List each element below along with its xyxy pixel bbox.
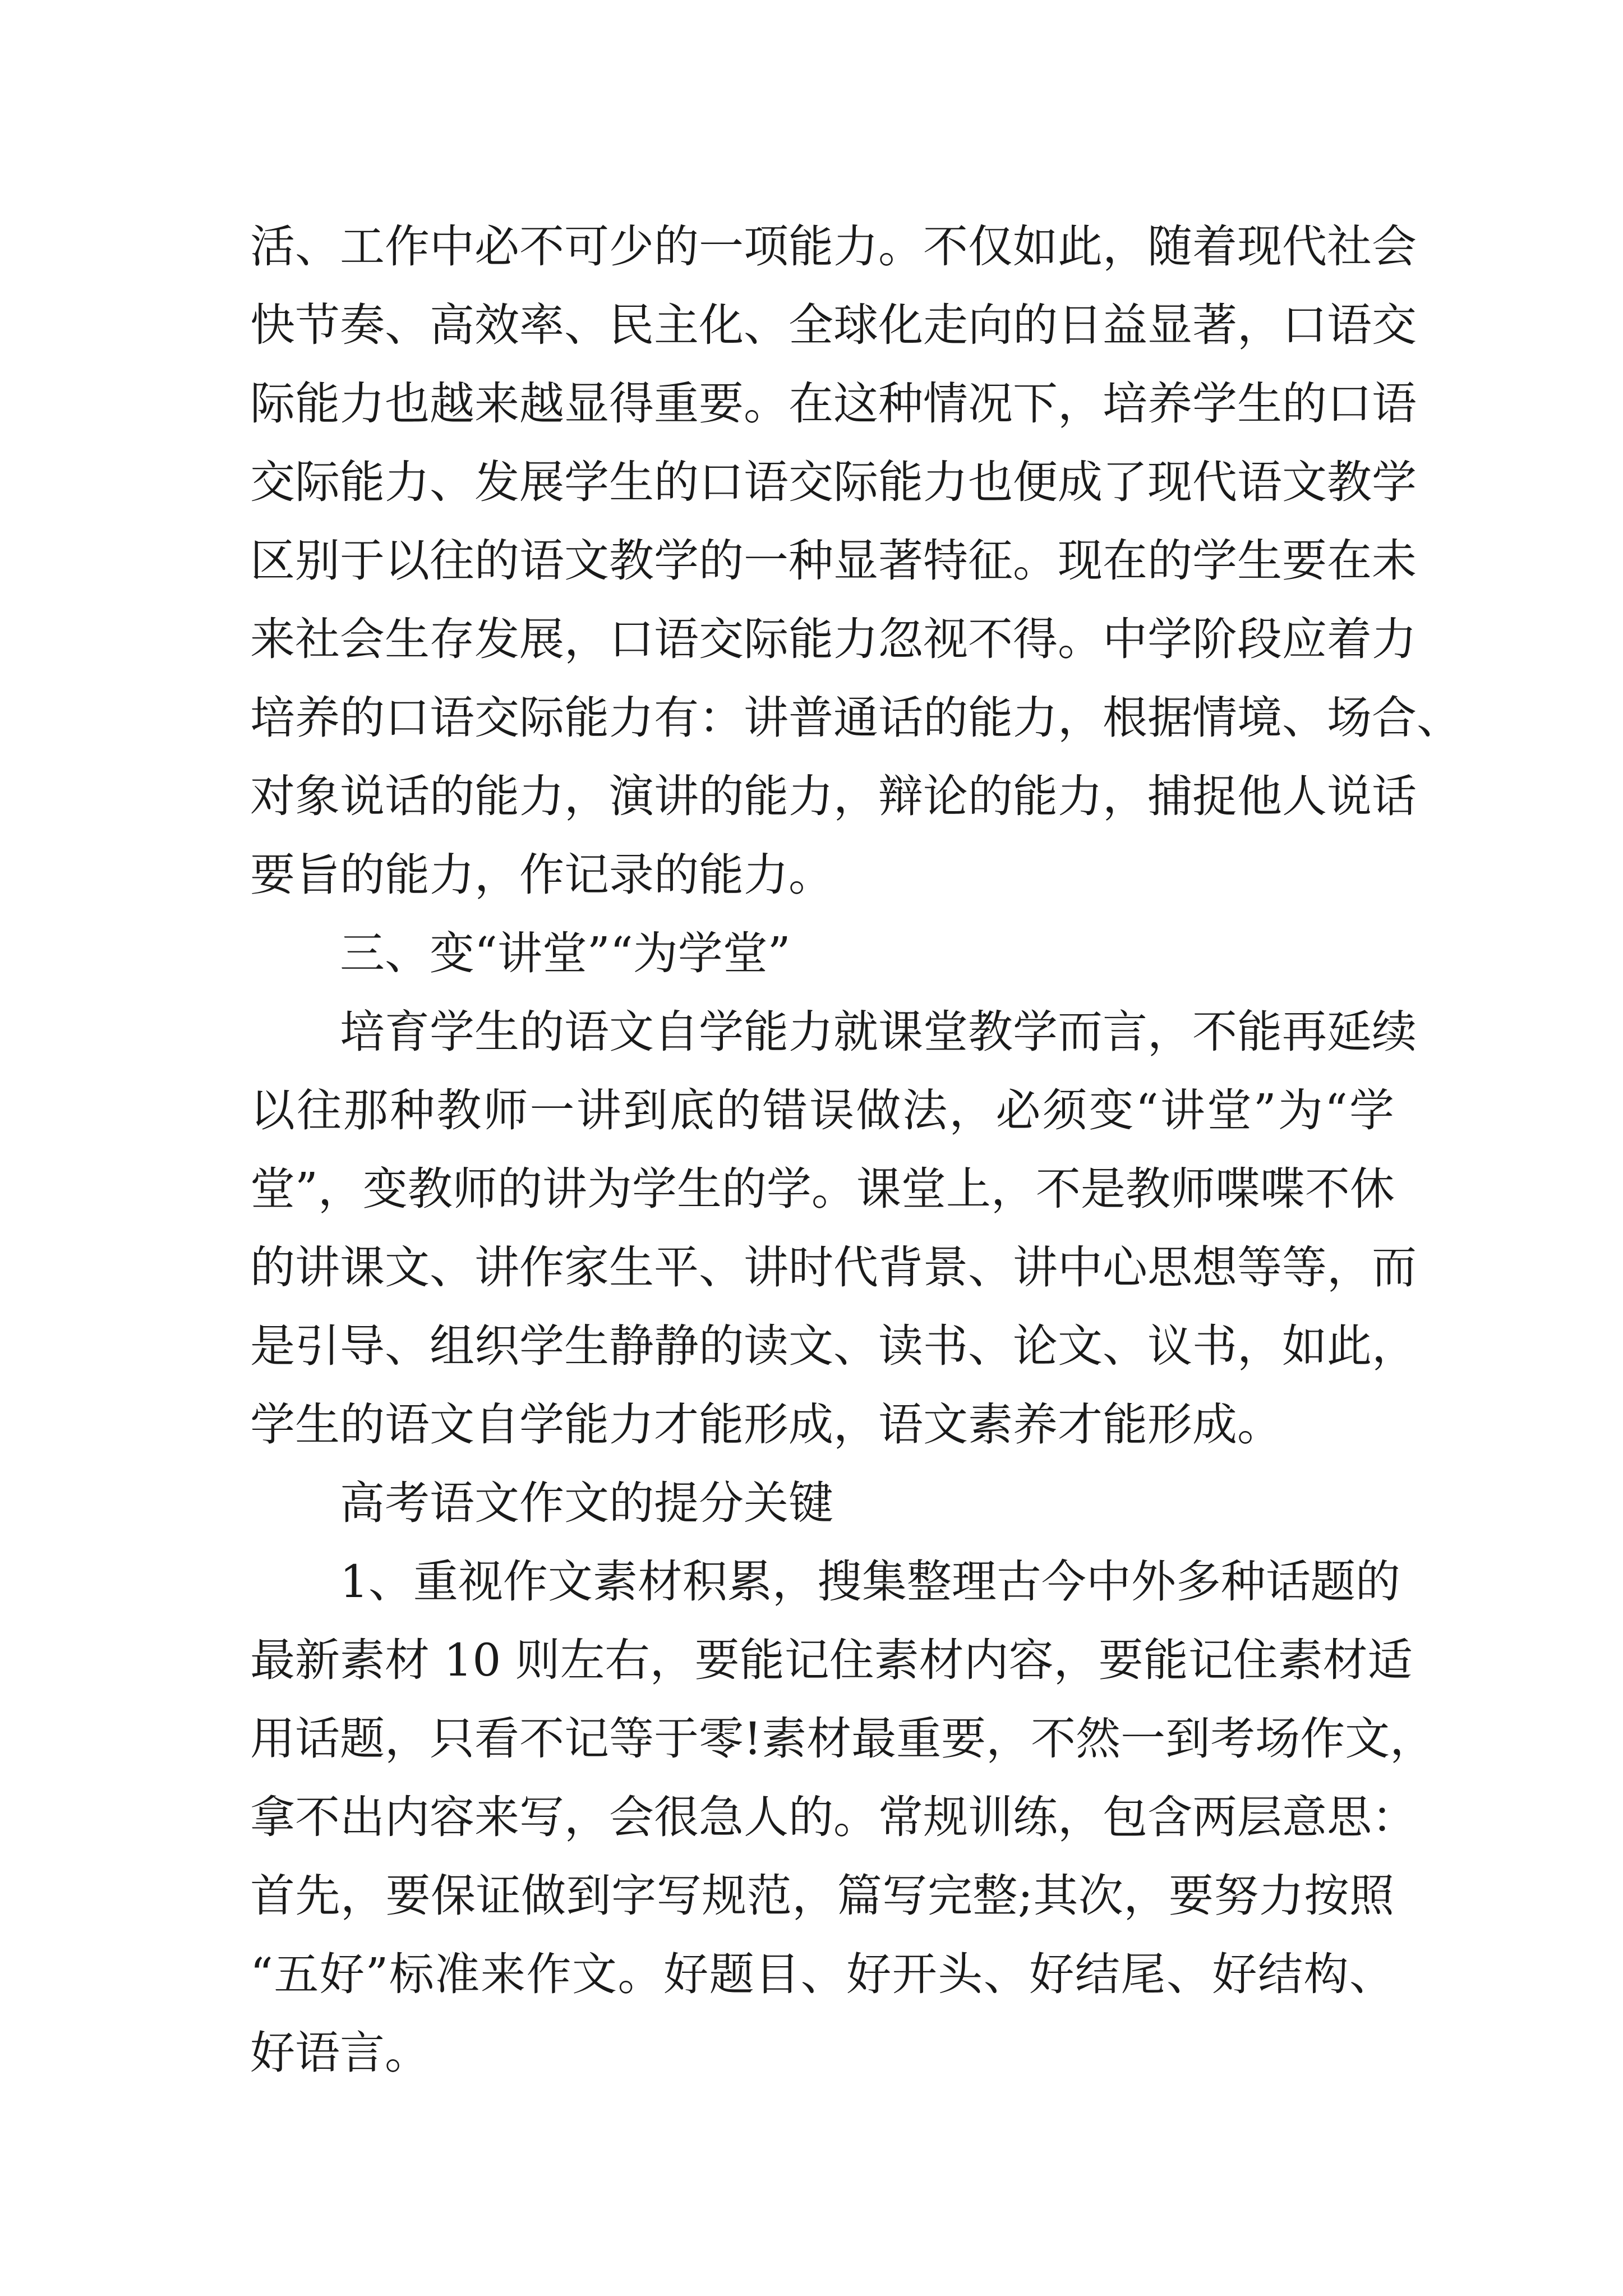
text-line: 好语言。 xyxy=(250,2027,430,2079)
section-heading: 高考语文作文的提分关键 xyxy=(340,1477,833,1529)
text-line: 区别于以往的语文教学的一种显著特征。现在的学生要在未 xyxy=(250,535,1417,587)
text-line: 学生的语文自学能力才能形成，语文素养才能形成。 xyxy=(250,1398,1282,1451)
text-line: 培养的口语交际能力有：讲普通话的能力，根据情境、场合、 xyxy=(250,692,1461,744)
text-line: 来社会生存发展，口语交际能力忽视不得。中学阶段应着力 xyxy=(250,613,1417,665)
text-line: 培育学生的语文自学能力就课堂教学而言，不能再延续 xyxy=(340,1006,1417,1058)
text-line: 活、工作中必不可少的一项能力。不仅如此，随着现代社会 xyxy=(250,220,1417,273)
text-line: 快节奏、高效率、民主化、全球化走向的日益显著，口语交 xyxy=(250,299,1417,351)
section-heading: 三、变“讲堂”“为学堂” xyxy=(340,927,791,979)
text-line: 堂”，变教师的讲为学生的学。课堂上，不是教师喋喋不休 xyxy=(250,1163,1395,1215)
text-line: 用话题，只看不记等于零!素材最重要，不然一到考场作文， xyxy=(250,1713,1435,1765)
text-line: 交际能力、发展学生的口语交际能力也便成了现代语文教学 xyxy=(250,456,1417,508)
text-line: “五好”标准来作文。好题目、好开头、好结尾、好结构、 xyxy=(250,1948,1394,2000)
text-line: 首先，要保证做到字写规范，篇写完整;其次，要努力按照 xyxy=(250,1870,1394,1922)
text-line: 是引导、组织学生静静的读文、读书、论文、议书，如此， xyxy=(250,1320,1417,1372)
text-line: 要旨的能力，作记录的能力。 xyxy=(250,849,833,901)
text-line: 最新素材 10 则左右，要能记住素材内容，要能记住素材适 xyxy=(250,1634,1413,1686)
text-line: 对象说话的能力，演讲的能力，辩论的能力，捕捉他人说话 xyxy=(250,770,1417,822)
text-line: 的讲课文、讲作家生平、讲时代背景、讲中心思想等等，而 xyxy=(250,1241,1417,1294)
document-body xyxy=(250,208,1461,2092)
text-line: 1、重视作文素材积累，搜集整理古今中外多种话题的 xyxy=(340,1556,1400,1608)
text-line: 拿不出内容来写，会很急人的。常规训练，包含两层意思： xyxy=(250,1791,1417,1843)
text-line: 际能力也越来越显得重要。在这种情况下，培养学生的口语 xyxy=(250,378,1417,430)
text-line: 以往那种教师一讲到底的错误做法，必须变“讲堂”为“学 xyxy=(250,1084,1394,1137)
